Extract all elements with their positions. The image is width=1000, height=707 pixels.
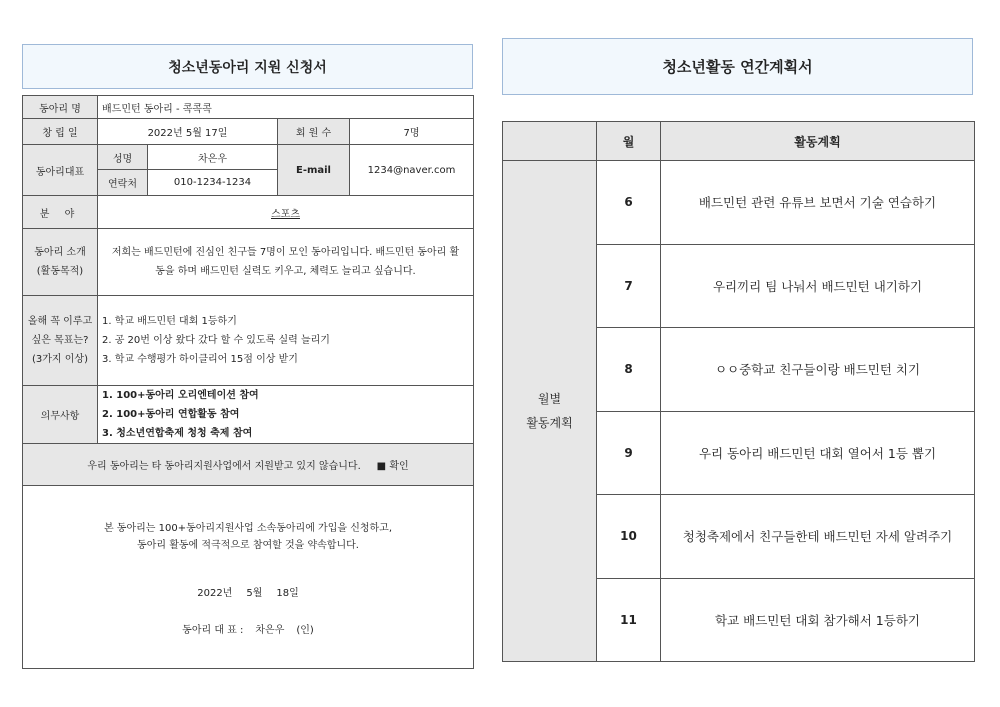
intro-row xyxy=(23,229,474,296)
pledge-cell xyxy=(23,486,474,669)
plan-title: 청소년활동 연간계획서 xyxy=(502,38,973,95)
intro-text: 저희는 배드민턴에 진심인 친구들 7명이 모인 동아리입니다. 배드민턴 동아리 활동을 하며 배드민턴 실력도 키우고, 체력도 늘리고 싶습니다. xyxy=(98,229,474,296)
duties-list xyxy=(98,386,474,444)
founded-row xyxy=(23,119,474,145)
month-header: 월 xyxy=(597,122,661,161)
intro-label xyxy=(23,229,98,296)
rep-label: 동아리대표 xyxy=(23,145,98,196)
intro-label-line-2: (활동목적) xyxy=(36,266,84,277)
duty-item: 3. 청소년연합축제 청청 축제 참여 xyxy=(102,428,253,439)
date-day: 18일 xyxy=(276,588,299,599)
goals-label xyxy=(23,296,98,386)
field-value: 스포츠 xyxy=(98,196,474,229)
signature-seal: (인) xyxy=(296,625,314,636)
plan-row xyxy=(503,161,975,245)
rep-name-row xyxy=(23,145,474,170)
pledge-line-2: 동아리 활동에 적극적으로 참여할 것을 약속합니다. xyxy=(137,540,359,551)
date-year: 2022년 xyxy=(197,588,233,599)
members-value: 7명 xyxy=(350,119,474,145)
goals-label-line-1: 올해 꼭 이루고 xyxy=(27,316,93,327)
confirm-label: 확인 xyxy=(389,461,409,472)
plan-month: 10 xyxy=(597,495,661,579)
header-blank-cell xyxy=(503,122,597,161)
plan-month: 11 xyxy=(597,578,661,662)
field-label: 분 야 xyxy=(23,196,98,229)
intro-label-line-1: 동아리 소개 xyxy=(34,247,86,258)
goal-item: 3. 학교 수행평가 하이클리어 15점 이상 받기 xyxy=(102,354,298,365)
confirm-checkbox[interactable]: ■ xyxy=(376,461,387,472)
goals-list xyxy=(98,296,474,386)
support-statement-cell xyxy=(23,444,474,486)
plan-activity: 청청축제에서 친구들한테 배드민턴 자세 알려주기 xyxy=(661,495,975,579)
duty-item: 1. 100+동아리 오리엔테이션 참여 xyxy=(102,390,259,401)
annual-plan-table xyxy=(502,121,975,662)
signature-name: 차은우 xyxy=(255,625,285,636)
plan-activity: 우리 동아리 배드민턴 대회 열어서 1등 뽑기 xyxy=(661,411,975,495)
founded-value: 2022년 5월 17일 xyxy=(98,119,278,145)
application-form-table xyxy=(22,95,474,669)
side-label-line-2: 활동계획 xyxy=(526,416,573,430)
members-label: 회 원 수 xyxy=(278,119,350,145)
rep-phone-label: 연락처 xyxy=(98,170,148,196)
plan-month: 8 xyxy=(597,328,661,412)
rep-phone-value: 010-1234-1234 xyxy=(148,170,278,196)
club-name-label: 동아리 명 xyxy=(23,96,98,119)
side-label-line-1: 월별 xyxy=(537,392,562,406)
pledge-date xyxy=(27,584,469,599)
monthly-plan-label xyxy=(503,161,597,662)
field-row xyxy=(23,196,474,229)
duties-label: 의무사항 xyxy=(23,386,98,444)
club-name-value: 배드민턴 동아리 - 콕콕콕 xyxy=(98,96,474,119)
founded-label: 창 립 일 xyxy=(23,119,98,145)
application-title: 청소년동아리 지원 신청서 xyxy=(22,44,473,89)
goal-item: 1. 학교 배드민턴 대회 1등하기 xyxy=(102,316,237,327)
plan-header-row xyxy=(503,122,975,161)
email-label: E-mail xyxy=(278,145,350,196)
plan-header: 활동계획 xyxy=(661,122,975,161)
plan-activity: ㅇㅇ중학교 친구들이랑 배드민턴 치기 xyxy=(661,328,975,412)
pledge-line-1: 본 동아리는 100+동아리지원사업 소속동아리에 가입을 신청하고, xyxy=(103,523,393,534)
duty-item: 2. 100+동아리 연합활동 참여 xyxy=(102,409,240,420)
signature-label: 동아리 대 표 : xyxy=(182,625,244,636)
plan-activity: 우리끼리 팀 나눠서 배드민턴 내기하기 xyxy=(661,244,975,328)
plan-activity: 배드민턴 관련 유튜브 보면서 기술 연습하기 xyxy=(661,161,975,245)
goals-label-line-3: (3가지 이상) xyxy=(32,354,88,365)
duties-row xyxy=(23,386,474,444)
goals-label-line-2: 싶은 목표는? xyxy=(31,335,89,346)
rep-name-label: 성명 xyxy=(98,145,148,170)
plan-month: 6 xyxy=(597,161,661,245)
pledge-row xyxy=(23,486,474,669)
date-month: 5월 xyxy=(246,588,263,599)
goals-row xyxy=(23,296,474,386)
email-value: 1234@naver.com xyxy=(350,145,474,196)
rep-name-value: 차은우 xyxy=(148,145,278,170)
signature xyxy=(27,621,469,636)
support-row xyxy=(23,444,474,486)
plan-month: 9 xyxy=(597,411,661,495)
plan-activity: 학교 배드민턴 대회 참가해서 1등하기 xyxy=(661,578,975,662)
support-statement: 우리 동아리는 타 동아리지원사업에서 지원받고 있지 않습니다. xyxy=(87,461,361,472)
goal-item: 2. 공 20번 이상 왔다 갔다 할 수 있도록 실력 늘리기 xyxy=(102,335,330,346)
plan-month: 7 xyxy=(597,244,661,328)
club-name-row xyxy=(23,96,474,119)
